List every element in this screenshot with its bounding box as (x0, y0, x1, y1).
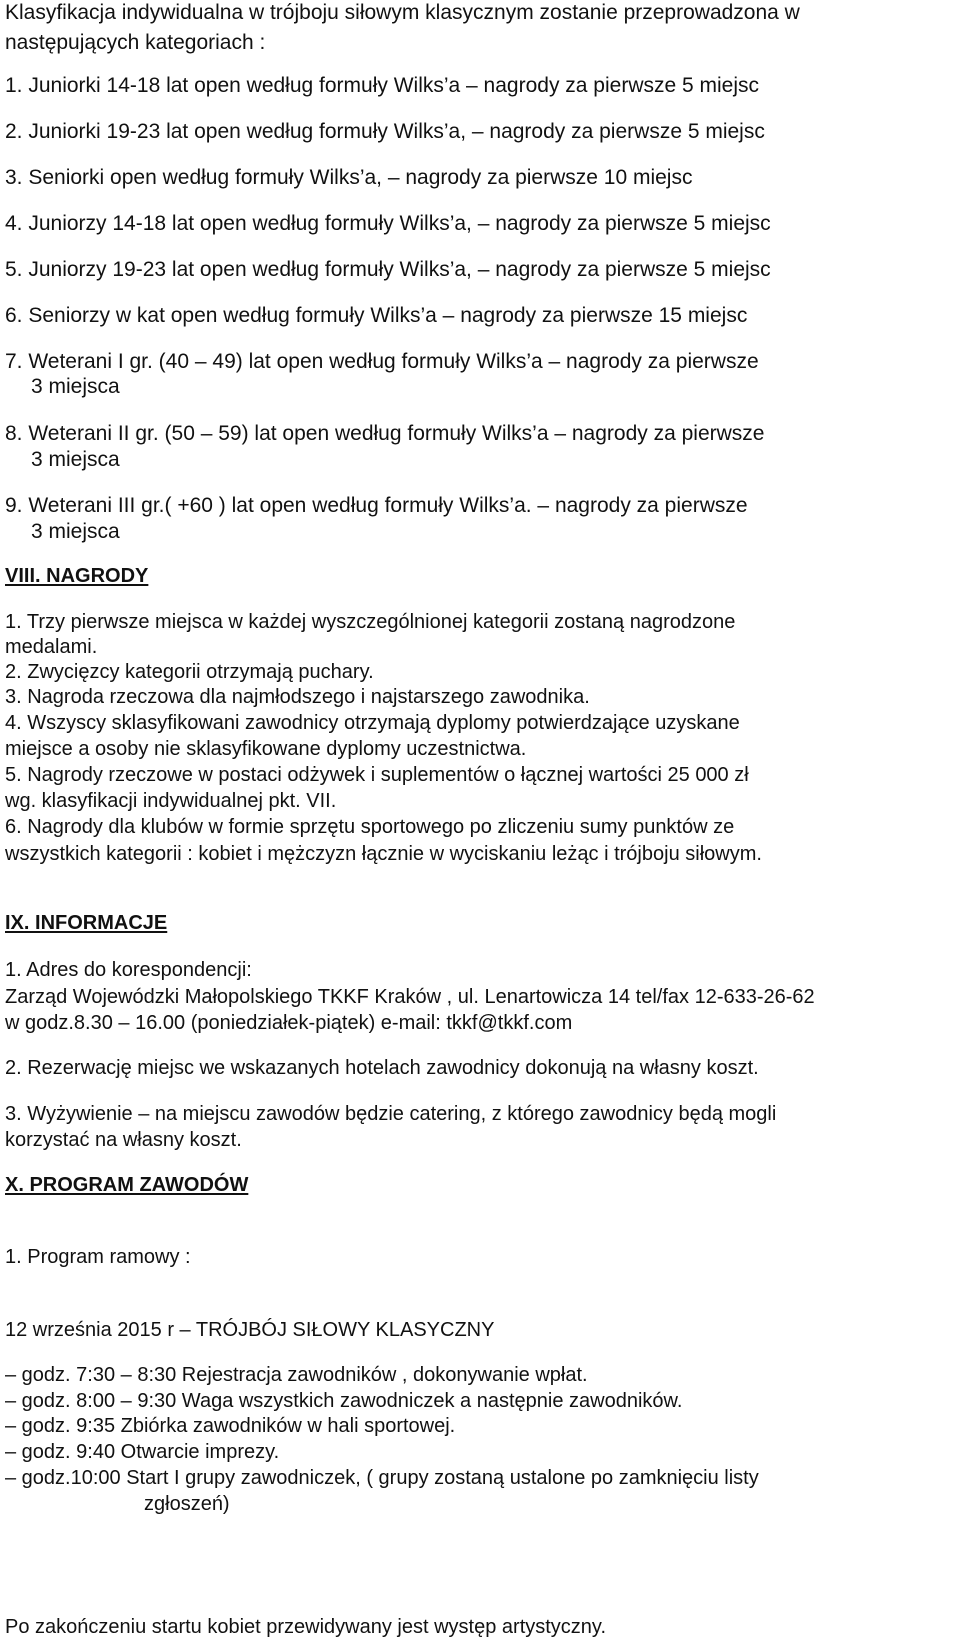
awards-line: 6. Nagrody dla klubów w formie sprzętu sportowego po zliczeniu sumy punktów ze (5, 816, 735, 838)
classification-item: 7. Weterani I gr. (40 – 49) lat open według formuły Wilks’a – nagrody za pierwsze (5, 350, 759, 373)
classification-item: 9. Weterani III gr.( +60 ) lat open według formuły Wilks’a. – nagrody za pierwsze (5, 494, 748, 517)
section-heading-program: X. PROGRAM ZAWODÓW (5, 1174, 249, 1196)
info-line: Zarząd Wojewódzki Małopolskiego TKKF Kraków , ul. Lenartowicza 14 tel/fax 12-633-26-62 (5, 986, 815, 1008)
classification-item-continuation: 3 miejsca (31, 448, 120, 471)
classification-item: 5. Juniorzy 19-23 lat open według formuły Wilks’a, – nagrody za pierwsze 5 miejsc (5, 258, 771, 281)
section-heading-information: IX. INFORMACJE (5, 912, 168, 934)
classification-item-continuation: 3 miejsca (31, 375, 120, 398)
awards-line: wg. klasyfikacji indywidualnej pkt. VII. (5, 790, 337, 812)
classification-intro-line-2: następujących kategoriach : (5, 31, 266, 54)
awards-line: 2. Zwycięzcy kategorii otrzymają puchary. (5, 661, 374, 683)
info-line: w godz.8.30 – 16.00 (poniedziałek-piątek) e-mail: tkkf@tkkf.com (5, 1012, 573, 1034)
program-date-line: 12 września 2015 r – TRÓJBÓJ SIŁOWY KLASYCZNY (5, 1319, 495, 1341)
info-line: 2. Rezerwację miejsc we wskazanych hotelach zawodnicy dokonują na własny koszt. (5, 1057, 759, 1079)
classification-item: 2. Juniorki 19-23 lat open według formuły Wilks’a, – nagrody za pierwsze 5 miejsc (5, 120, 765, 143)
awards-line: wszystkich kategorii : kobiet i mężczyzn łącznie w wyciskaniu leżąc i trójboju siłowym. (5, 843, 762, 865)
program-framework: 1. Program ramowy : (5, 1246, 191, 1268)
awards-line: 3. Nagroda rzeczowa dla najmłodszego i najstarszego zawodnika. (5, 686, 590, 708)
awards-line: medalami. (5, 636, 98, 658)
classification-item: 3. Seniorki open według formuły Wilks’a, – nagrody za pierwsze 10 miejsc (5, 166, 693, 189)
info-line: korzystać na własny koszt. (5, 1129, 242, 1151)
schedule-item: – godz. 8:00 – 9:30 Waga wszystkich zawodniczek a następnie zawodników. (5, 1390, 683, 1412)
classification-item: 6. Seniorzy w kat open według formuły Wilks’a – nagrody za pierwsze 15 miejsc (5, 304, 748, 327)
classification-item: 1. Juniorki 14-18 lat open według formuły Wilks’a – nagrody za pierwsze 5 miejsc (5, 74, 760, 97)
awards-line: 5. Nagrody rzeczowe w postaci odżywek i suplementów o łącznej wartości 25 000 zł (5, 764, 749, 786)
schedule-item-continuation: zgłoszeń) (144, 1493, 230, 1515)
classification-item-continuation: 3 miejsca (31, 520, 120, 543)
awards-line: miejsce a osoby nie sklasyfikowane dyplomy uczestnictwa. (5, 738, 527, 760)
info-line: 1. Adres do korespondencji: (5, 959, 252, 981)
awards-line: 1. Trzy pierwsze miejsca w każdej wyszczególnionej kategorii zostaną nagrodzone (5, 611, 736, 633)
section-heading-awards: VIII. NAGRODY (5, 565, 149, 587)
classification-item: 4. Juniorzy 14-18 lat open według formuły Wilks’a, – nagrody za pierwsze 5 miejsc (5, 212, 771, 235)
classification-item: 8. Weterani II gr. (50 – 59) lat open według formuły Wilks’a – nagrody za pierwsze (5, 422, 765, 445)
program-closing: Po zakończeniu startu kobiet przewidywany jest występ artystyczny. (5, 1616, 606, 1638)
awards-line: 4. Wszyscy sklasyfikowani zawodnicy otrzymają dyplomy potwierdzające uzyskane (5, 712, 740, 734)
schedule-item: – godz. 9:35 Zbiórka zawodników w hali sportowej. (5, 1415, 456, 1437)
schedule-item: – godz. 9:40 Otwarcie imprezy. (5, 1441, 280, 1463)
info-line: 3. Wyżywienie – na miejscu zawodów będzie catering, z którego zawodnicy będą mogli (5, 1103, 777, 1125)
schedule-item: – godz.10:00 Start I grupy zawodniczek, ( grupy zostaną ustalone po zamknięciu listy (5, 1467, 759, 1489)
classification-intro-line-1: Klasyfikacja indywidualna w trójboju siłowym klasycznym zostanie przeprowadzona w (5, 1, 800, 24)
schedule-item: – godz. 7:30 – 8:30 Rejestracja zawodników , dokonywanie wpłat. (5, 1364, 588, 1386)
